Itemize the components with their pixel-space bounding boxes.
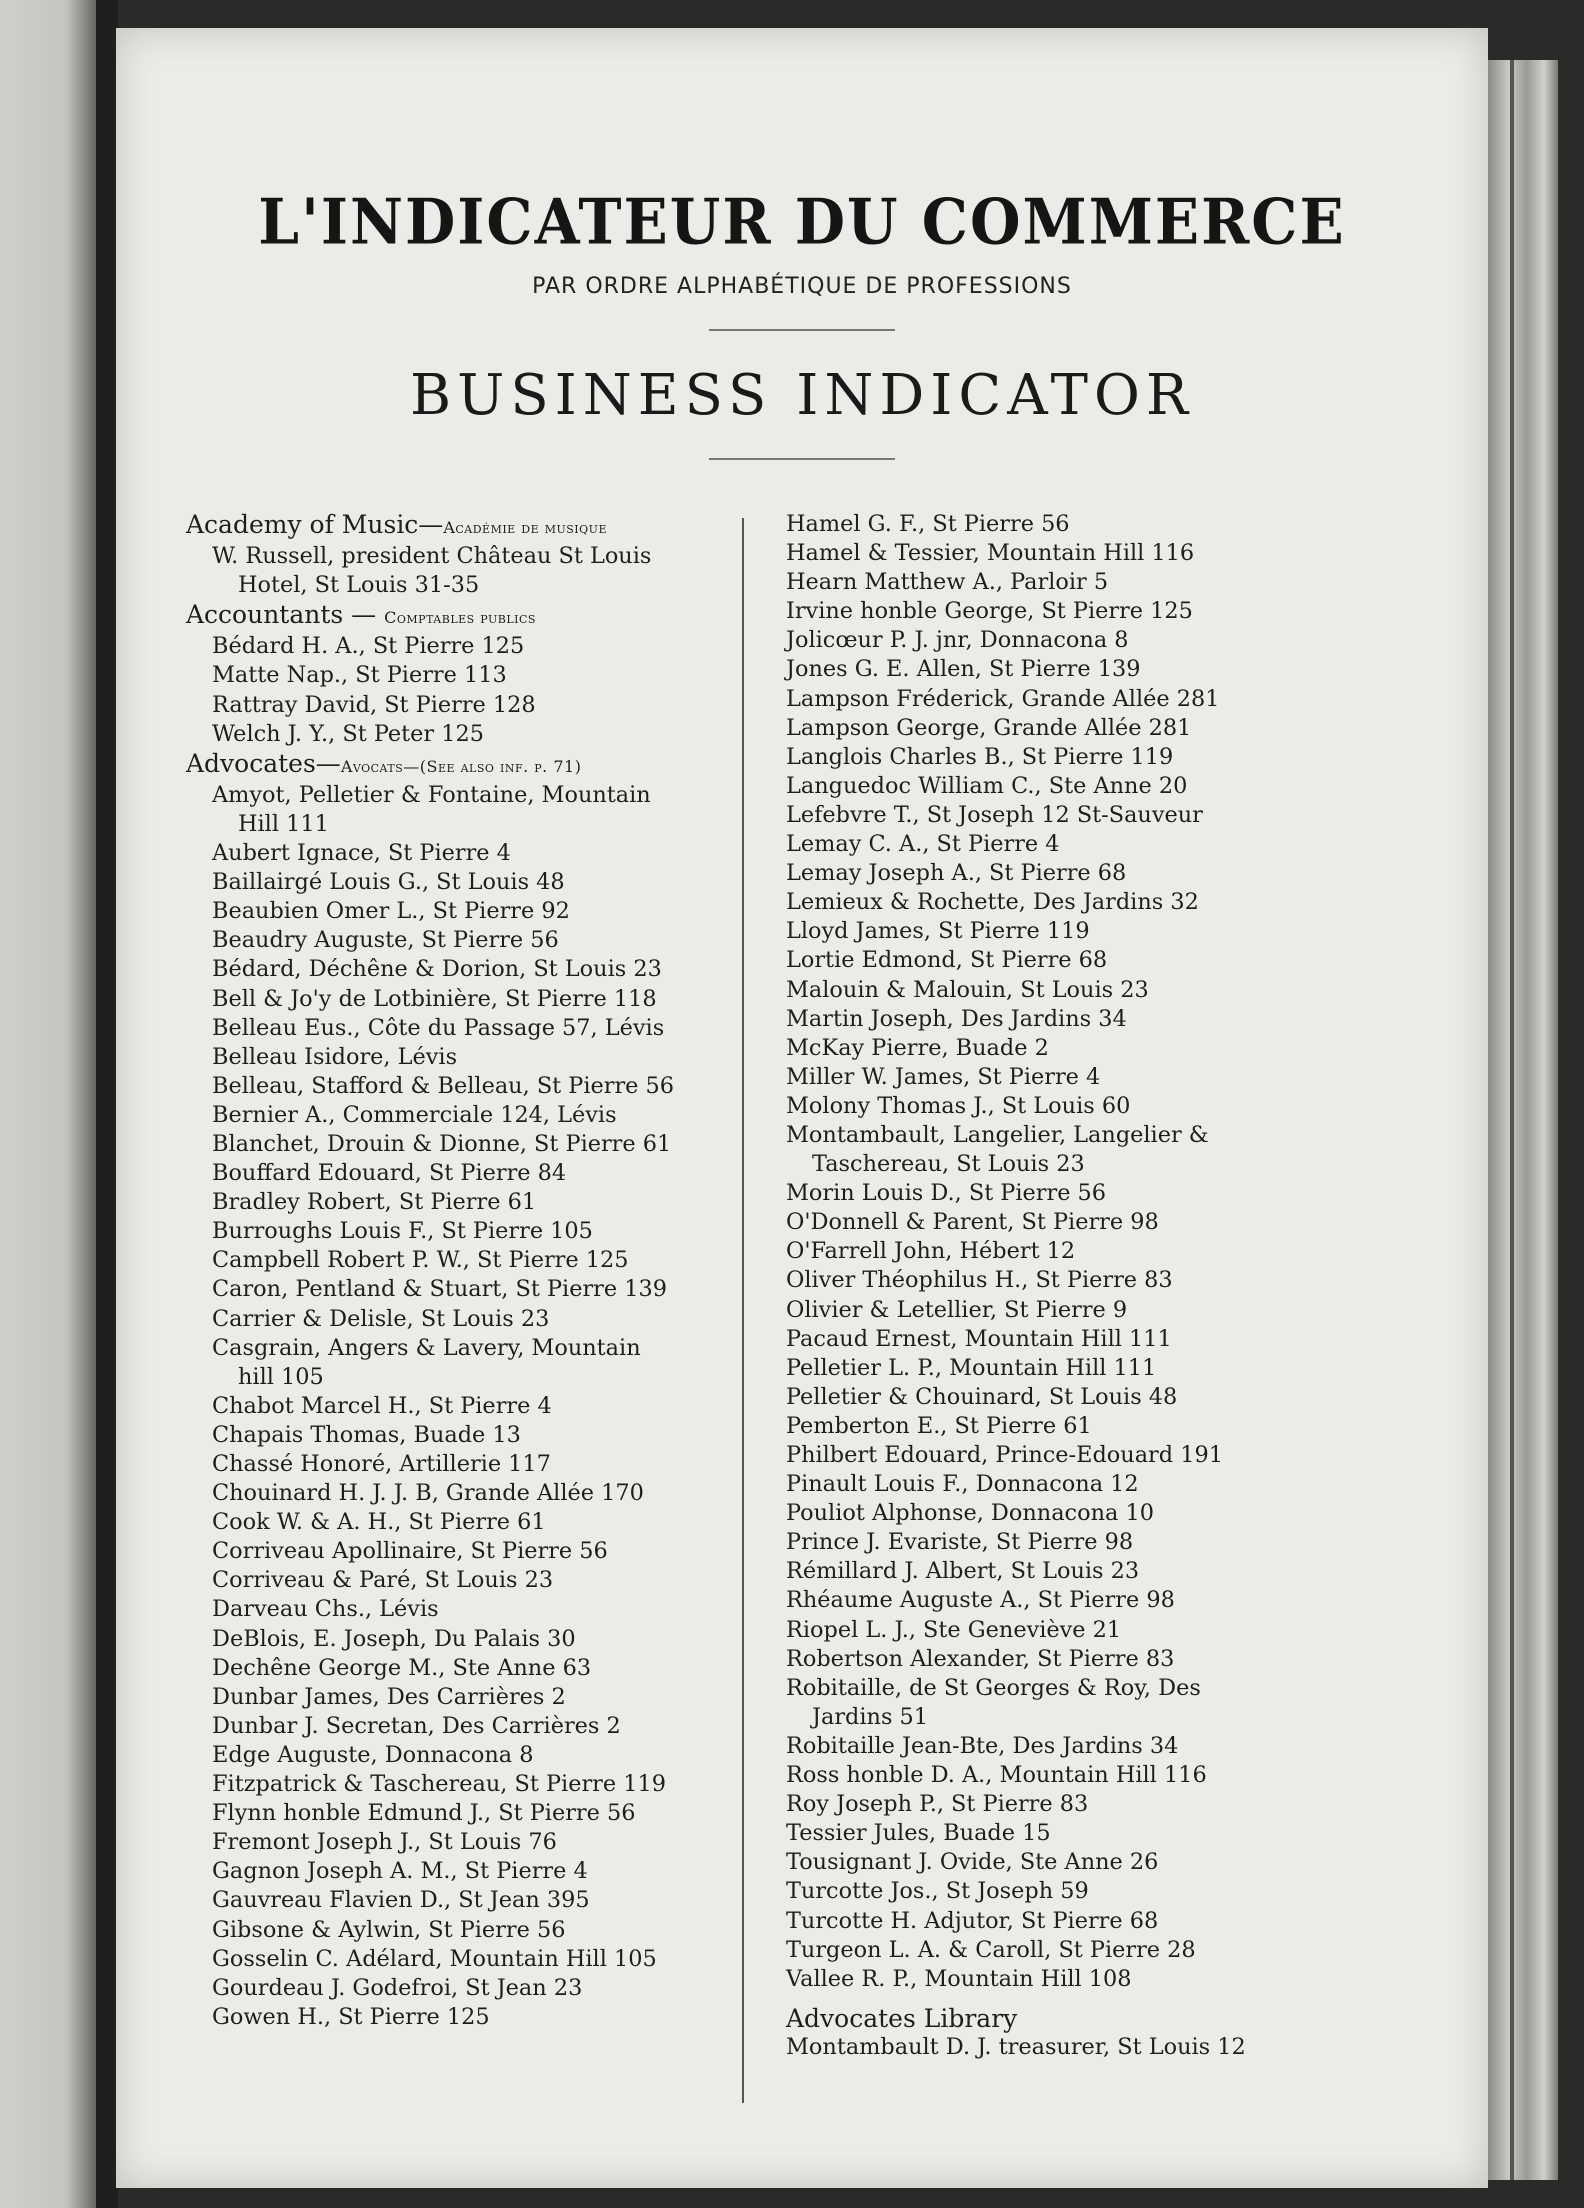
listing-entry: Gosselin C. Adélard, Mountain Hill 105 xyxy=(212,1945,657,1972)
listing-entry: Malouin & Malouin, St Louis 23 xyxy=(786,976,1149,1003)
listing-entry: Corriveau Apollinaire, St Pierre 56 xyxy=(212,1538,608,1565)
section-heading-english: Accountants — xyxy=(186,600,385,630)
section-heading-english: Academy of Music— xyxy=(186,510,444,539)
listing-entry: McKay Pierre, Buade 2 xyxy=(786,1034,1049,1061)
listing-entry: Oliver Théophilus H., St Pierre 83 xyxy=(786,1267,1173,1294)
listing-entry: Lampson Fréderick, Grande Allée 281 xyxy=(786,685,1220,712)
listing-entry: Lampson George, Grande Allée 281 xyxy=(786,714,1192,741)
listing-entry: Tousignant J. Ovide, Ste Anne 26 xyxy=(786,1849,1159,1876)
listing-entry: Caron, Pentland & Stuart, St Pierre 139 xyxy=(212,1276,667,1303)
listing-entry: Aubert Ignace, St Pierre 4 xyxy=(212,840,511,867)
listing-entry: Campbell Robert P. W., St Pierre 125 xyxy=(212,1247,629,1274)
listing-entry: Beaubien Omer L., St Pierre 92 xyxy=(212,898,570,925)
listing-entry: Ross honble D. A., Mountain Hill 116 xyxy=(786,1762,1207,1789)
listing-entry: O'Farrell John, Hébert 12 xyxy=(786,1238,1076,1265)
listing-entry: Robitaille, de St Georges & Roy, Des xyxy=(786,1674,1201,1701)
section-heading-french: Avocats—(See also inf. p. 71) xyxy=(340,756,582,776)
listing-entry: Carrier & Delisle, St Louis 23 xyxy=(212,1305,550,1332)
listing-entry: Corriveau & Paré, St Louis 23 xyxy=(212,1567,554,1594)
listing-entry: Robertson Alexander, St Pierre 83 xyxy=(786,1645,1175,1672)
page-stack-line xyxy=(1510,60,1514,2180)
listing-entry: Lortie Edmond, St Pierre 68 xyxy=(786,947,1108,974)
listing-entry: Languedoc William C., Ste Anne 20 xyxy=(786,772,1188,799)
listing-entry: Pelletier & Chouinard, St Louis 48 xyxy=(786,1383,1178,1410)
listing-entry: Blanchet, Drouin & Dionne, St Pierre 61 xyxy=(212,1130,672,1157)
listing-entry: Beaudry Auguste, St Pierre 56 xyxy=(212,927,559,954)
listing-entry: Rattray David, St Pierre 128 xyxy=(212,691,536,718)
header-rule xyxy=(709,329,895,331)
listing-entry: Belleau Eus., Côte du Passage 57, Lévis xyxy=(212,1014,665,1041)
listing-entry: Pelletier L. P., Mountain Hill 111 xyxy=(786,1354,1157,1381)
listing-entry: W. Russell, president Château St Louis xyxy=(212,543,652,570)
listing-entry: Belleau, Stafford & Belleau, St Pierre 56 xyxy=(212,1072,675,1099)
listing-continuation: hill 105 xyxy=(238,1363,324,1390)
listing-entry: Gauvreau Flavien D., St Jean 395 xyxy=(212,1887,590,1914)
listing-entry: Turgeon L. A. & Caroll, St Pierre 28 xyxy=(786,1936,1196,1963)
listing-entry: Langlois Charles B., St Pierre 119 xyxy=(786,743,1174,770)
section-heading xyxy=(186,749,852,781)
listing-entry: Welch J. Y., St Peter 125 xyxy=(212,720,484,747)
listing-entry: Hamel G. F., St Pierre 56 xyxy=(786,511,1070,537)
listing-entry: Morin Louis D., St Pierre 56 xyxy=(786,1180,1107,1207)
listing-entry: Chouinard H. J. J. B, Grande Allée 170 xyxy=(212,1480,644,1507)
section-heading-english: Advocates— xyxy=(186,748,341,778)
listing-entry: Pemberton E., St Pierre 61 xyxy=(786,1412,1092,1439)
listing-entry: DeBlois, E. Joseph, Du Palais 30 xyxy=(212,1625,576,1652)
listing-entry: Riopel L. J., Ste Geneviève 21 xyxy=(786,1616,1122,1643)
listing-entry: Rémillard J. Albert, St Louis 23 xyxy=(786,1558,1140,1585)
listing-entry: Bell & Jo'y de Lotbinière, St Pierre 118 xyxy=(212,985,657,1012)
listing-entry: Philbert Edouard, Prince-Edouard 191 xyxy=(786,1442,1223,1468)
listing-entry: Bédard H. A., St Pierre 125 xyxy=(212,633,525,660)
subtitle: PAR ORDRE ALPHABÉTIQUE DE PROFESSIONS xyxy=(532,274,1072,299)
listing-entry: Lemieux & Rochette, Des Jardins 32 xyxy=(786,889,1199,916)
listing-entry: Montambault, Langelier, Langelier & xyxy=(786,1121,1209,1148)
listing-entry: O'Donnell & Parent, St Pierre 98 xyxy=(786,1209,1159,1236)
listing-continuation: Taschereau, St Louis 23 xyxy=(812,1151,1085,1178)
title-french: L'INDICATEUR DU COMMERCE xyxy=(258,185,1346,259)
listing-entry: Gourdeau J. Godefroi, St Jean 23 xyxy=(212,1974,583,2001)
listing-entry: Miller W. James, St Pierre 4 xyxy=(786,1063,1101,1090)
section-heading xyxy=(186,510,852,542)
section-heading-english: Advocates Library xyxy=(786,2003,1018,2033)
listing-entry: Chassé Honoré, Artillerie 117 xyxy=(212,1451,551,1477)
listing-continuation: Jardins 51 xyxy=(812,1703,929,1730)
listing-entry: Bédard, Déchêne & Dorion, St Louis 23 xyxy=(212,956,662,983)
listing-entry: Prince J. Evariste, St Pierre 98 xyxy=(786,1529,1134,1556)
listing-entry: Amyot, Pelletier & Fontaine, Mountain xyxy=(212,781,651,808)
listing-entry: Rhéaume Auguste A., St Pierre 98 xyxy=(786,1587,1175,1614)
listing-entry: Cook W. & A. H., St Pierre 61 xyxy=(212,1509,546,1536)
title-english: BUSINESS INDICATOR xyxy=(409,363,1195,428)
listing-entry: Gibsone & Aylwin, St Pierre 56 xyxy=(212,1916,566,1943)
listing-entry: Gowen H., St Pierre 125 xyxy=(212,2003,490,2030)
listing-entry: Dunbar James, Des Carrières 2 xyxy=(212,1683,566,1710)
listing-entry: Pouliot Alphonse, Donnacona 10 xyxy=(786,1500,1154,1527)
listing-continuation: Hill 111 xyxy=(238,810,329,837)
section-spacer xyxy=(786,1994,1446,2004)
listing-entry: Darveau Chs., Lévis xyxy=(212,1596,439,1623)
listing-entry: Olivier & Letellier, St Pierre 9 xyxy=(786,1296,1128,1323)
page-header xyxy=(116,185,1488,460)
listing-entry: Flynn honble Edmund J., St Pierre 56 xyxy=(212,1800,636,1827)
listing-entry: Molony Thomas J., St Louis 60 xyxy=(786,1092,1131,1119)
section-heading-french: Comptables publics xyxy=(384,608,536,628)
section-heading xyxy=(786,2004,1446,2033)
left-column xyxy=(186,510,852,2032)
listing-entry: Roy Joseph P., St Pierre 83 xyxy=(786,1791,1089,1818)
listing-entry: Lloyd James, St Pierre 119 xyxy=(786,918,1090,945)
listing-entry: Edge Auguste, Donnacona 8 xyxy=(212,1741,534,1768)
listing-entry: Belleau Isidore, Lévis xyxy=(212,1043,458,1070)
listing-entry: Lemay C. A., St Pierre 4 xyxy=(786,831,1060,858)
listing-entry: Matte Nap., St Pierre 113 xyxy=(212,662,507,689)
listing-entry: Turcotte Jos., St Joseph 59 xyxy=(786,1878,1089,1905)
listing-continuation: Hotel, St Louis 31-35 xyxy=(238,572,480,599)
book-gutter xyxy=(96,0,118,2208)
listing-entry: Bernier A., Commerciale 124, Lévis xyxy=(212,1101,617,1128)
listing-entry: Pacaud Ernest, Mountain Hill 111 xyxy=(786,1325,1172,1352)
listing-entry: Chabot Marcel H., St Pierre 4 xyxy=(212,1392,552,1419)
listing-entry: Lefebvre T., St Joseph 12 St-Sauveur xyxy=(786,801,1203,828)
listing-entry: Dechêne George M., Ste Anne 63 xyxy=(212,1654,592,1681)
listing-entry: Pinault Louis F., Donnacona 12 xyxy=(786,1471,1139,1498)
column-divider xyxy=(742,518,744,2103)
listing-entry: Turcotte H. Adjutor, St Pierre 68 xyxy=(786,1907,1159,1934)
listing-entry: Fitzpatrick & Taschereau, St Pierre 119 xyxy=(212,1771,666,1798)
header-rule-lower xyxy=(709,458,895,460)
listing-entry: Jones G. E. Allen, St Pierre 139 xyxy=(786,656,1141,683)
listing-entry: Montambault D. J. treasurer, St Louis 12 xyxy=(786,2033,1246,2060)
listing-entry: Martin Joseph, Des Jardins 34 xyxy=(786,1005,1127,1032)
listing-entry: Bradley Robert, St Pierre 61 xyxy=(212,1189,537,1216)
listing-entry: Lemay Joseph A., St Pierre 68 xyxy=(786,860,1127,887)
page-stack-edge xyxy=(1488,60,1558,2180)
listing-entry: Fremont Joseph J., St Louis 76 xyxy=(212,1829,557,1856)
listing-entry: Casgrain, Angers & Lavery, Mountain xyxy=(212,1334,641,1361)
facing-page-edge xyxy=(0,0,110,2208)
listing-entry: Tessier Jules, Buade 15 xyxy=(786,1820,1051,1847)
listing-entry: Dunbar J. Secretan, Des Carrières 2 xyxy=(212,1712,621,1739)
listing-entry: Burroughs Louis F., St Pierre 105 xyxy=(212,1218,593,1245)
listing-entry: Jolicœur P. J. jnr, Donnacona 8 xyxy=(786,627,1129,654)
listing-entry: Baillairgé Louis G., St Louis 48 xyxy=(212,869,565,896)
section-heading-french: Académie de musique xyxy=(443,518,607,537)
listing-entry: Robitaille Jean-Bte, Des Jardins 34 xyxy=(786,1732,1179,1759)
listing-entry: Hearn Matthew A., Parloir 5 xyxy=(786,569,1109,596)
listing-entry: Hamel & Tessier, Mountain Hill 116 xyxy=(786,540,1195,567)
right-column xyxy=(786,510,1446,2062)
listing-entry: Bouffard Edouard, St Pierre 84 xyxy=(212,1160,567,1187)
directory-page xyxy=(116,28,1488,2188)
listing-entry: Irvine honble George, St Pierre 125 xyxy=(786,598,1193,625)
listing-entry: Gagnon Joseph A. M., St Pierre 4 xyxy=(212,1858,588,1885)
section-heading xyxy=(186,600,852,632)
listing-entry: Vallee R. P., Mountain Hill 108 xyxy=(786,1965,1132,1992)
listing-entry: Chapais Thomas, Buade 13 xyxy=(212,1421,521,1448)
